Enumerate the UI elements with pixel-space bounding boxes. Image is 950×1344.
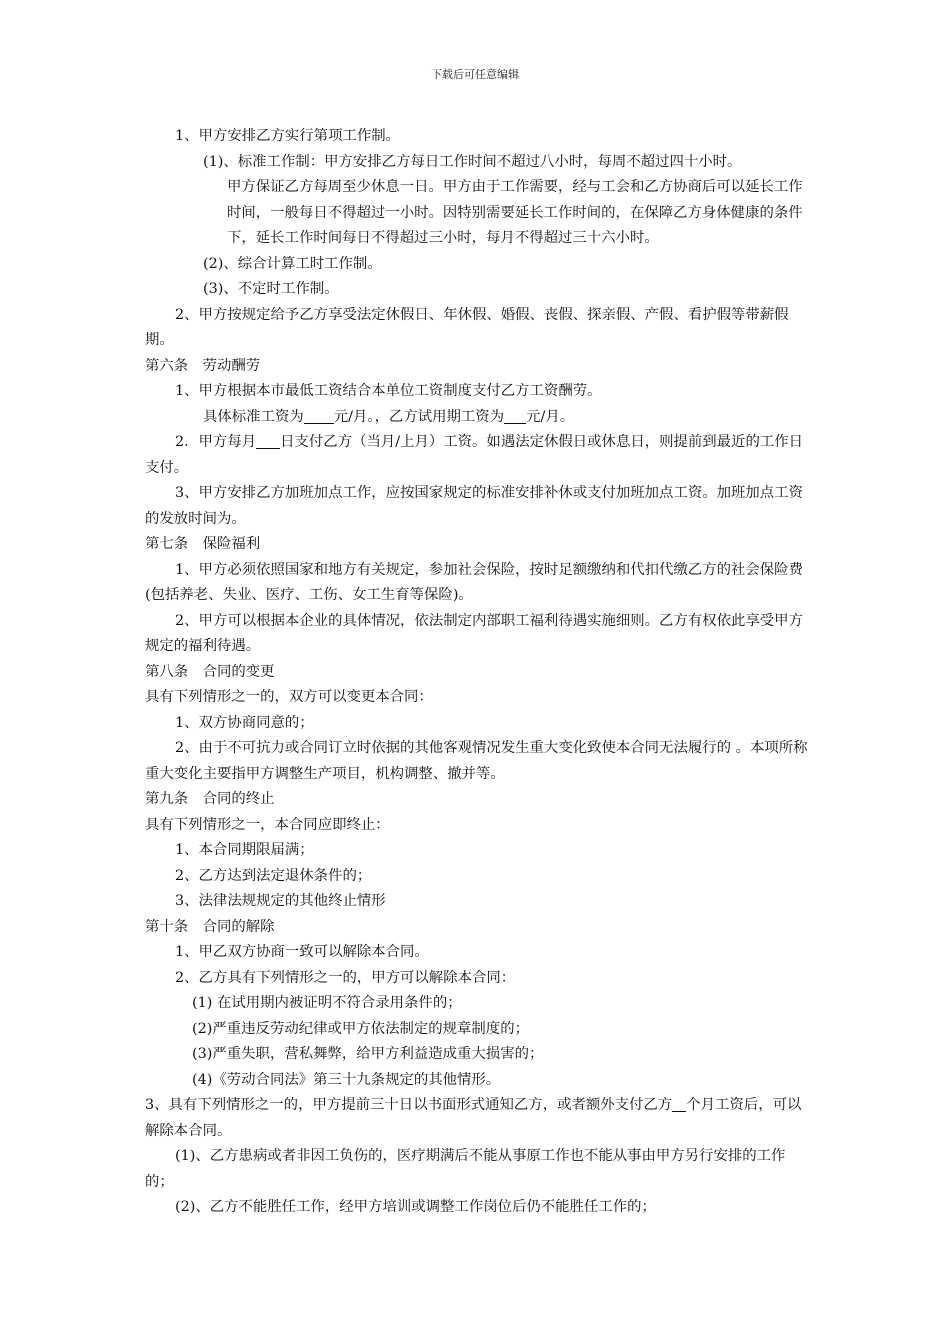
wage-probation-blank[interactable] [504,408,526,424]
article-10-heading: 第十条 合同的解除 [145,918,275,935]
clause-welfare: 2、甲方可以根据本企业的具体情况，依法制定内部职工福利待遇实施细则。乙方有权依此享受甲方规定的福利待遇。 [145,612,803,654]
clause-retirement: 2、乙方达到法定退休条件的； [175,867,372,884]
clause-employer-rescission: 2、乙方具有下列情形之一的，甲方可以解除本合同： [175,969,516,986]
clause-paid-leave: 2、甲方按规定给予乙方享受法定休假日、年休假、婚假、丧假、探亲假、产假、看护假等带薪假期。 [145,306,789,348]
clause-term-expired: 1、本合同期限届满； [175,842,314,858]
article-8-heading: 第八条 合同的变更 [145,663,275,680]
clause-incompetence: (2)、乙方不能胜任工作，经甲方培训或调整工作岗位后仍不能胜任工作的； [175,1199,656,1215]
clause-illness: (1)、乙方患病或者非因工负伤的，医疗期满后不能从事原工作也不能从事由甲方另行安排的工作的； [145,1148,786,1190]
clause-discipline-violation: (2)严重违反劳动纪律或甲方依法制定的规章制度的； [192,1020,529,1037]
clause-flexible-hours: (3)、不定时工作制。 [203,281,339,297]
article-9-intro: 具有下列情形之一，本合同应即终止： [145,816,390,833]
wage-probation-label: 元/月。，乙方试用期工资为 [333,408,505,425]
clause-force-majeure: 2、由于不可抗力或合同订立时依据的其他客观情况发生重大变化致使本合同无法履行的 。本项所称重大变化主要指甲方调整生产项目，机构调整、撤并等。 [145,740,808,782]
clause-work-system: 1、甲方安排乙方实行第项工作制。 [175,128,401,144]
clause-pay-date [145,430,810,481]
clause-notice-rescission [145,1093,810,1144]
clause-comprehensive-hours: (2)、综合计算工时工作制。 [203,255,382,272]
clause-standard-work-hours: (1)、标准工作制：甲方安排乙方每日工作时间不超过八小时，每周不超过四十小时。 [203,153,742,170]
article-7-heading: 第七条 保险福利 [145,536,261,552]
clause-wage-amount [145,405,810,431]
wage-standard-blank[interactable] [304,408,334,424]
clause-overtime-pay: 3、甲方安排乙方加班加点工作，应按国家规定的标准安排补休或支付加班加点工资。加班加点工资的发放时间为。 [145,485,803,527]
page-header: 下载后可任意编辑 [431,68,519,81]
notice-rescission-prefix: 3、具有下列情形之一的，甲方提前三十日以书面形式通知乙方，或者额外支付乙方 [145,1097,673,1113]
wage-unit-label: 元/月。 [526,408,575,425]
clause-mutual-agreement: 1、双方协商同意的； [175,714,314,731]
clause-other-termination: 3、法律法规规定的其他终止情形 [175,893,386,909]
contract-body [145,124,810,1221]
article-8-intro: 具有下列情形之一的，双方可以变更本合同： [145,689,433,705]
notice-rescission-rest: 个月工资后，可以解除本合同。 [145,1097,802,1139]
clause-social-insurance: 1、甲方必须依照国家和地方有关规定，参加社会保险，按时足额缴纳和代扣代缴乙方的社会保险费(包括养老、失业、医疗、工伤、女工生育等保险)。 [145,561,803,603]
clause-dereliction: (3)严重失职，营私舞弊，给甲方利益造成重大损害的； [192,1046,544,1062]
article-6-heading: 第六条 劳动酬劳 [145,357,261,374]
clause-article-39: (4)《劳动合同法》第三十九条规定的其他情形。 [192,1071,501,1088]
pay-date-prefix: 2．甲方每月 [175,434,257,450]
article-9-heading: 第九条 合同的终止 [145,791,275,807]
wage-standard-label: 具体标准工资为 [203,408,304,425]
clause-standard-work-hours-detail: 甲方保证乙方每周至少休息一日。甲方由于工作需要，经与工会和乙方协商后可以延长工作 时间，一般每日不得超过一小时。因特别需要延长工作时间的，在保障乙方身体健康的条件下，延长工作时间每日不得超过三小时，每月不得超过三十六小时。 [227,179,803,246]
pay-day-blank[interactable] [256,433,280,449]
pay-date-rest: 日支付乙方（当月/上月）工资。如遇法定休假日或休息日，则提前到最近的工作日支付。 [145,434,804,476]
clause-probation-unqualified: (1) 在试用期内被证明不符合录用条件的； [192,995,462,1011]
months-salary-blank[interactable] [672,1096,686,1112]
clause-mutual-rescission: 1、甲乙双方协商一致可以解除本合同。 [175,944,429,960]
clause-wage-basis: 1、甲方根据本市最低工资结合本单位工资制度支付乙方工资酬劳。 [175,383,602,399]
